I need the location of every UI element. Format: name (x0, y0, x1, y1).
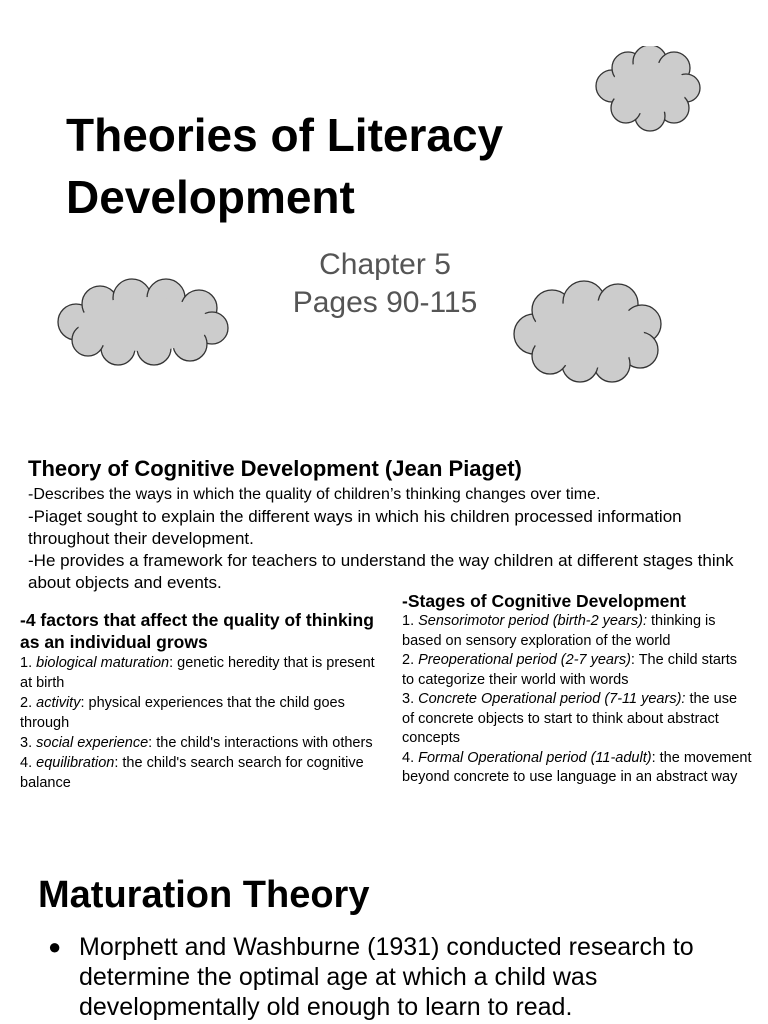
list-item: 2. Preoperational period (2-7 years): The child starts to categorize their world with words (402, 652, 738, 688)
list-item: 1. biological maturation: genetic heredity that is present at birth (20, 655, 375, 691)
subtitle-chapter: Chapter 5 (319, 248, 451, 281)
page-title (66, 104, 503, 228)
list-item: 3. social experience: the child's interactions with others (20, 735, 373, 751)
cloud-icon (508, 280, 666, 386)
maturation-heading: Maturation Theory (38, 874, 370, 916)
piaget-section (28, 454, 748, 594)
factors-column (20, 609, 390, 793)
piaget-line-1: -Describes the ways in which the quality of children’s thinking changes over time. (28, 486, 601, 503)
bullet-dot: ● (48, 934, 62, 959)
maturation-bullets (48, 932, 748, 1022)
subtitle (285, 246, 485, 322)
bullet-text: Morphett and Washburne (1931) conducted research to determine the optimal age at which a child was developmentally old enough to learn to read. (79, 933, 694, 1021)
list-item: 2. activity: physical experiences that the child goes through (20, 695, 345, 731)
piaget-heading: Theory of Cognitive Development (Jean Piaget) (28, 456, 522, 481)
stages-heading: -Stages of Cognitive Development (402, 591, 686, 611)
piaget-line-2: -Piaget sought to explain the different ways in which his children processed information throughout their development. (28, 507, 682, 548)
list-item: 3. Concrete Operational period (7-11 years): the use of concrete objects to start to think about abstract concepts (402, 691, 738, 746)
stages-column (402, 590, 752, 788)
list-item: 1. Sensorimotor period (birth-2 years): thinking is based on sensory exploration of the world (402, 613, 716, 649)
subtitle-pages: Pages 90-115 (292, 286, 478, 319)
title-line-1: Theories of Literacy (66, 109, 504, 161)
list-item: 4. Formal Operational period (11-adult): the movement beyond concrete to use language in an abstract way (402, 749, 752, 785)
cloud-icon (54, 278, 232, 368)
cloud-icon (592, 46, 704, 136)
title-line-2: Development (66, 171, 355, 223)
list-item (48, 932, 748, 1022)
list-item: 4. equilibration: the child's search search for cognitive balance (20, 755, 364, 791)
factors-heading: -4 factors that affect the quality of thinking as an individual grows (20, 610, 374, 652)
piaget-line-3: -He provides a framework for teachers to understand the way children at different stages think about objects and events. (28, 551, 734, 592)
